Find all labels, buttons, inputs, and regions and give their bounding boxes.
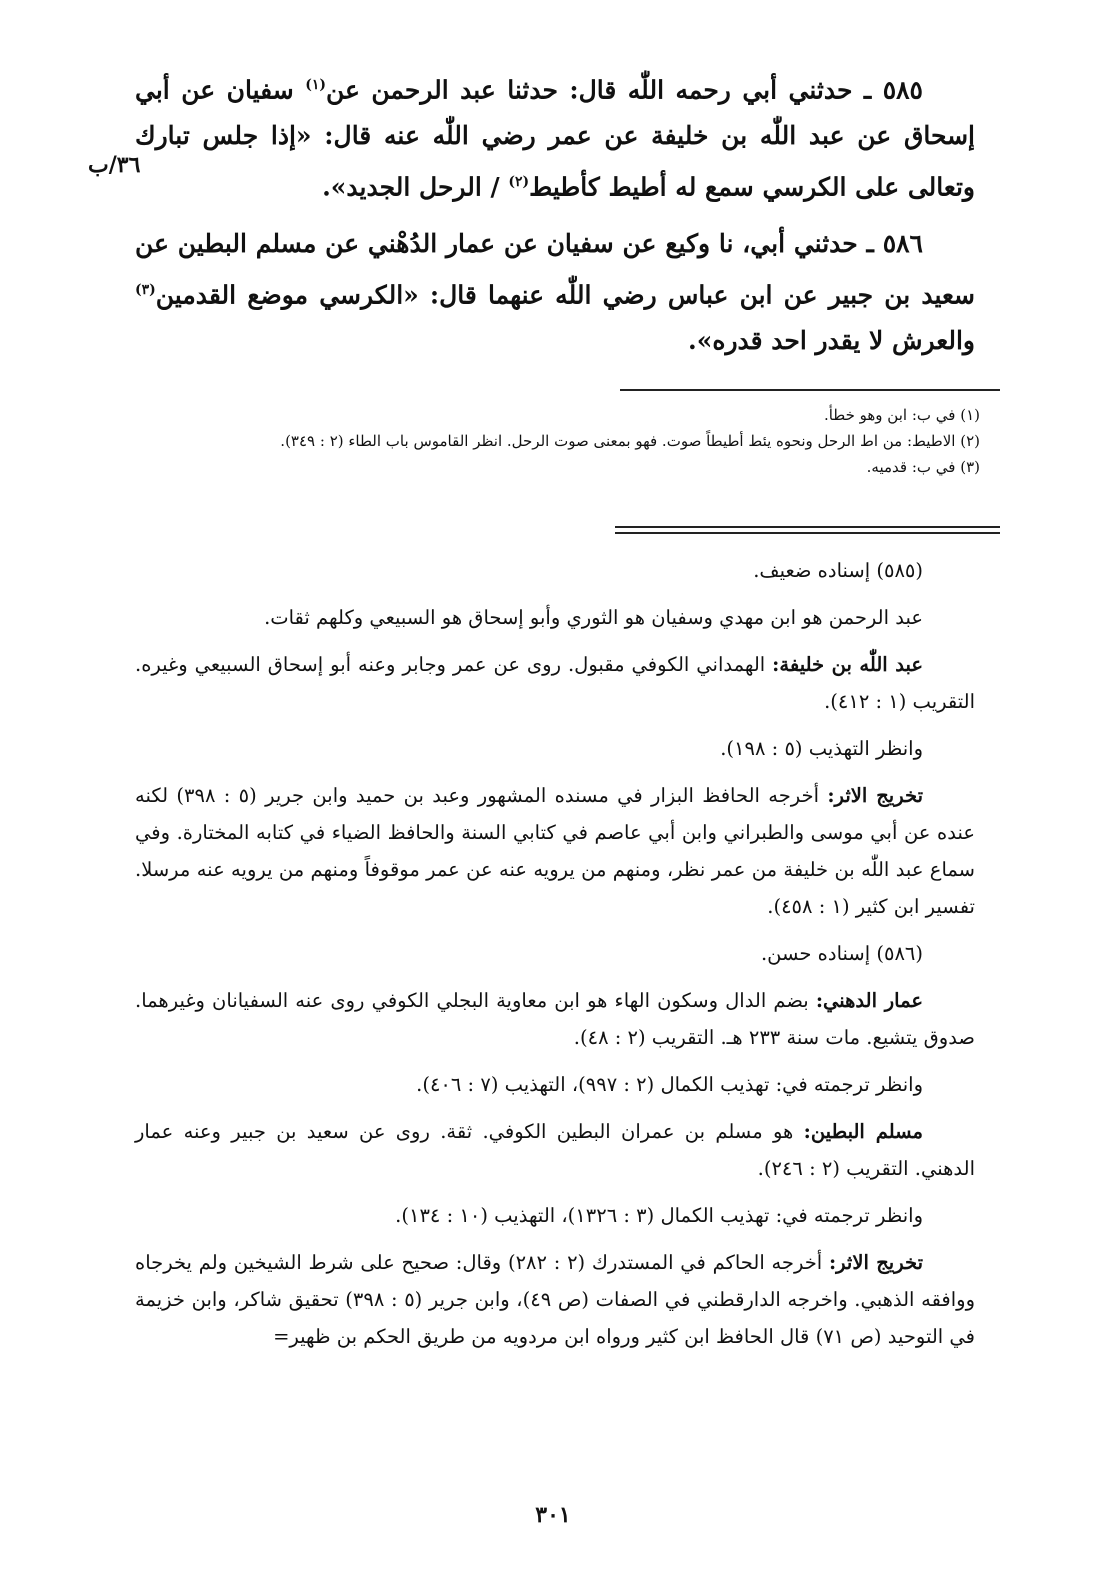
footnote-ref-3: (٣) [135, 281, 156, 298]
footnotes [195, 402, 980, 480]
footnote-ref-2: (٢) [508, 174, 530, 191]
ammar-reference: وانظر ترجمته في: تهذيب الكمال (٢ : ٩٩٧)، التهذيب (٧ : ٤٠٦). [416, 1073, 923, 1096]
footnote-ref-1: (١) [305, 77, 326, 93]
main-text [135, 62, 975, 364]
commentary [135, 552, 975, 1365]
tahdhib-reference: وانظر التهذيب (٥ : ١٩٨). [720, 737, 923, 760]
hadith-586: ٥٨٦ ـ حدثني أبي، نا وكيع عن سفيان عن عمار الدُهْني عن مسلم البطين عن سعيد بن جبير عن ابن عباس رضي اللّٰه عنهما قال: «الكرسي موضع القدمين$^{(٣)}$ والعرش لا يقدر احد قدره». [135, 228, 975, 355]
muslim-reference: وانظر ترجمته في: تهذيب الكمال (٣ : ١٣٢٦)، التهذيب (١٠ : ١٣٤). [395, 1204, 923, 1227]
narrator-muslim-term: مسلم البطين: [803, 1120, 923, 1143]
narrator-abdullah: عبد اللّٰه بن خليفة: الهمداني الكوفي مقبول. روى عن عمر وجابر وعنه أبو إسحاق السبيعي وغيره. التقريب (١ : ٤١٢). [135, 653, 975, 713]
narrator-ammar-term: عمار الدهني: [815, 989, 923, 1012]
footnote-1: (١) في ب: ابن وهو خطأ. [823, 406, 980, 424]
page-number: ٣٠١ [535, 1502, 571, 1528]
narrator-abdullah-term: عبد اللّٰه بن خليفة: [772, 653, 923, 676]
footnote-separator [620, 389, 1000, 391]
commentary-separator [615, 526, 1000, 534]
narrator-ammar: عمار الدهني: بضم الدال وسكون الهاء هو ابن معاوية البجلي الكوفي روى عنه السفيانان وغيرهما. صدوق يتشيع. مات سنة ٢٣٣ هـ. التقريب (٢ : ٤٨). [135, 989, 975, 1049]
hadith-585: ٥٨٥ ـ حدثني أبي رحمه اللّٰه قال: حدثنا عبد الرحمن عن$^{(١)}$ سفيان عن أبي إسحاق عن عبد اللّٰه بن خليفة عن عمر رضي اللّٰه عنه قال: «إذا جلس تبارك وتعالى على الكرسي سمع له أطيط كأطيط$^{(٢)}$ / الرحل الجديد». [135, 75, 975, 202]
margin-folio-note: ٣٦/ب [88, 152, 141, 178]
footnote-3: (٣) في ب: قدميه. [866, 458, 980, 476]
narrator-muslim: مسلم البطين: هو مسلم بن عمران البطين الكوفي. ثقة. روى عن سعيد بن جبير وعنه عمار الدهني. التقريب (٢ : ٢٤٦). [135, 1120, 975, 1180]
takhrij-586: تخريج الاثر: أخرجه الحاكم في المستدرك (٢ : ٢٨٢) وقال: صحيح على شرط الشيخين ولم يخرجاه ووافقه الذهبي. واخرجه الدارقطني في الصفات (ص ٤٩)، وابن جرير (٥ : ٣٩٨) تحقيق شاكر، وابن خزيمة في التوحيد (ص ٧١) قال الحافظ ابن كثير ورواه ابن مردويه من طريق الحكم بن ظهير= [135, 1251, 976, 1348]
takhrij-585-term: تخريج الاثر: [827, 784, 923, 807]
commentary-586-heading: (٥٨٦) إسناده حسن. [760, 942, 923, 965]
takhrij-585: تخريج الاثر: أخرجه الحافظ البزار في مسنده المشهور وعبد بن حميد وابن جرير (٥ : ٣٩٨) لكنه عنده عن أبي موسى والطبراني وابن أبي عاصم في كتابي السنة والحافظ الضياء في كتابه المختارة. وفي سماع عبد اللّٰه بن خليفة من عمر نظر، ومنهم من يرويه عنه عن عمر موقوفاً ومنهم من يرويه عنه مرسلا. تفسير ابن كثير (١ : ٤٥٨). [135, 784, 975, 918]
footnote-2: (٢) الاطيط: من اط الرحل ونحوه يئط أطيطاً صوت. فهو بمعنى صوت الرحل. انظر القاموس باب الطاء (٢ : ٣٤٩). [280, 432, 980, 450]
commentary-585-narrators: عبد الرحمن هو ابن مهدي وسفيان هو الثوري وأبو إسحاق هو السبيعي وكلهم ثقات. [264, 606, 923, 629]
takhrij-586-term: تخريج الاثر: [828, 1251, 923, 1274]
commentary-585-heading: (٥٨٥) إسناده ضعيف. [753, 559, 923, 582]
